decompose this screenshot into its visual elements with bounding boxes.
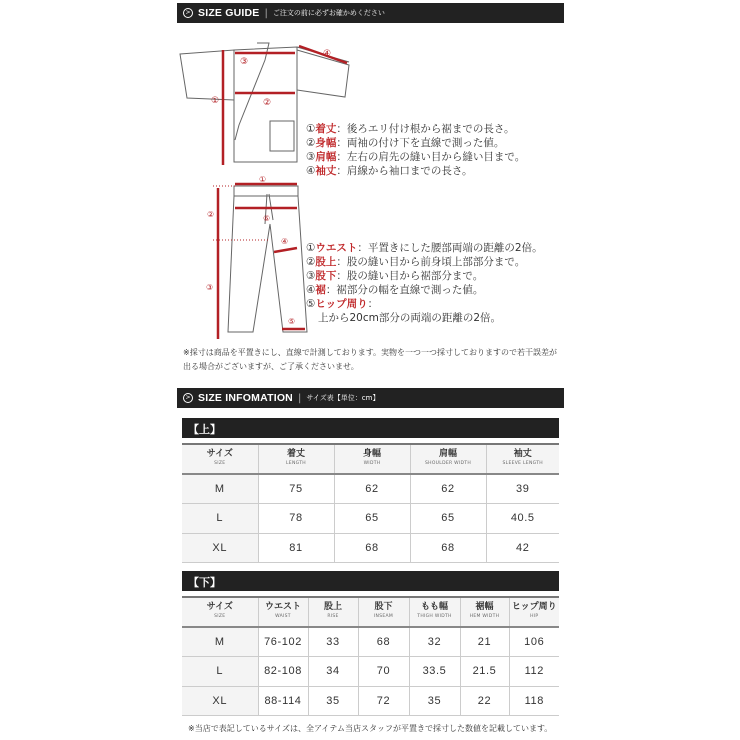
table-cell: 39 [486,474,559,504]
table-cell: 42 [486,533,559,563]
column-header: 身幅 WIDTH [334,444,410,474]
svg-text:③: ③ [206,283,214,292]
table-cell: 34 [308,657,358,687]
table-cell: 76-102 [258,627,308,657]
bottom-table-label: 【下】 [182,571,559,591]
bottom-measure-descriptions [306,241,543,325]
table-row [182,657,559,687]
column-header: サイズ SIZE [182,444,258,474]
desc-line: ①ウエスト：平置きにした腰部両端の距離の2倍。 [306,242,543,254]
table-row [182,686,559,716]
desc-line: ②股上：股の縫い目から前身頃上部部分まで。 [306,256,526,268]
table-cell: 21 [460,627,509,657]
column-header: もも幅 THIGH WIDTH [409,597,460,627]
size-info-header: > SIZE INFOMATION | サイズ表【単位：cm】 [177,388,564,408]
label-1: ① [211,96,220,106]
table-cell: 22 [460,686,509,716]
table-cell: 32 [409,627,460,657]
table-row [182,474,559,504]
desc-line: ⑤ヒップ周り： [306,298,379,310]
jacket-diagram [177,30,332,175]
table-cell: 65 [410,504,486,534]
measure-note: ※採寸は商品を平置きにし、直線で計測しております。実物を一つ一つ採寸しておりますので若干誤差が 出る場合がございますが、ご了承くださいませ。 [183,348,558,371]
chevron-circle-icon: > [183,8,193,18]
column-header: 袖丈 SLEEVE LENGTH [486,444,559,474]
desc-line: 上から20cm部分の両端の距離の2倍。 [318,312,502,324]
table-cell: 88-114 [258,686,308,716]
footer-note: ※当店で表記しているサイズは、全アイテム当店スタッフが平置きで採寸した数値を記載しています。 [188,724,553,733]
table-row [182,533,559,563]
svg-text:④: ④ [281,237,289,246]
table-cell: 68 [358,627,409,657]
label-4: ④ [323,49,332,59]
desc-line: ③股下：股の縫い目から裾部分まで。 [306,270,484,282]
svg-text:⑤: ⑤ [288,317,296,326]
table-cell: L [182,504,258,534]
column-header: ヒップ周り HIP [509,597,559,627]
bottom-size-table [182,596,559,716]
top-table-label: 【上】 [182,418,559,438]
table-cell: 106 [509,627,559,657]
desc-line: ②身幅：両袖の付け下を直線で測った値。 [306,137,505,149]
table-cell: 78 [258,504,334,534]
table-cell: M [182,474,258,504]
desc-line: ①着丈：後ろエリ付け根から裾までの長さ。 [306,123,515,135]
table-cell: 72 [358,686,409,716]
size-guide-header: > SIZE GUIDE | ご注文の前に必ずお確かめください [177,3,564,23]
column-header: 肩幅 SHOULDER WIDTH [410,444,486,474]
header-row [182,444,559,474]
svg-text:⑥: ⑥ [263,214,271,223]
size-info-subtitle: サイズ表【単位：cm】 [306,394,380,402]
top-size-table [182,443,559,563]
table-cell: 21.5 [460,657,509,687]
chevron-circle-icon: > [183,393,193,403]
column-header: ウエスト WAIST [258,597,308,627]
table-cell: 62 [334,474,410,504]
desc-line: ④裾：裾部分の幅を直線で測った値。 [306,284,484,296]
label-2: ② [263,98,272,108]
table-cell: 75 [258,474,334,504]
table-cell: XL [182,533,258,563]
table-cell: M [182,627,258,657]
column-header: サイズ SIZE [182,597,258,627]
pants-diagram [195,172,307,342]
table-cell: 62 [410,474,486,504]
desc-line: ③肩幅：左右の肩先の縫い目から縫い目まで。 [306,151,526,163]
table-cell: 68 [334,533,410,563]
table-cell: 65 [334,504,410,534]
table-row [182,504,559,534]
table-cell: 35 [409,686,460,716]
table-cell: 112 [509,657,559,687]
table-cell: 70 [358,657,409,687]
column-header: 着丈 LENGTH [258,444,334,474]
table-cell: 82-108 [258,657,308,687]
table-cell: 35 [308,686,358,716]
size-guide-subtitle: ご注文の前に必ずお確かめください [272,9,385,17]
header-row [182,597,559,627]
table-cell: 68 [410,533,486,563]
size-info-title: SIZE INFOMATION [198,392,293,404]
svg-text:②: ② [207,210,215,219]
top-measure-descriptions [306,122,525,178]
table-cell: XL [182,686,258,716]
table-cell: 40.5 [486,504,559,534]
table-row [182,627,559,657]
table-cell: 118 [509,686,559,716]
table-cell: 33.5 [409,657,460,687]
table-cell: L [182,657,258,687]
desc-line: ④袖丈：肩線から袖口までの長さ。 [306,165,473,177]
table-cell: 81 [258,533,334,563]
svg-text:①: ① [259,175,267,184]
label-3: ③ [240,57,249,67]
column-header: 股下 INSEAM [358,597,409,627]
column-header: 股上 RISE [308,597,358,627]
column-header: 裾幅 HEM WIDTH [460,597,509,627]
table-cell: 33 [308,627,358,657]
size-guide-title: SIZE GUIDE [198,7,260,19]
